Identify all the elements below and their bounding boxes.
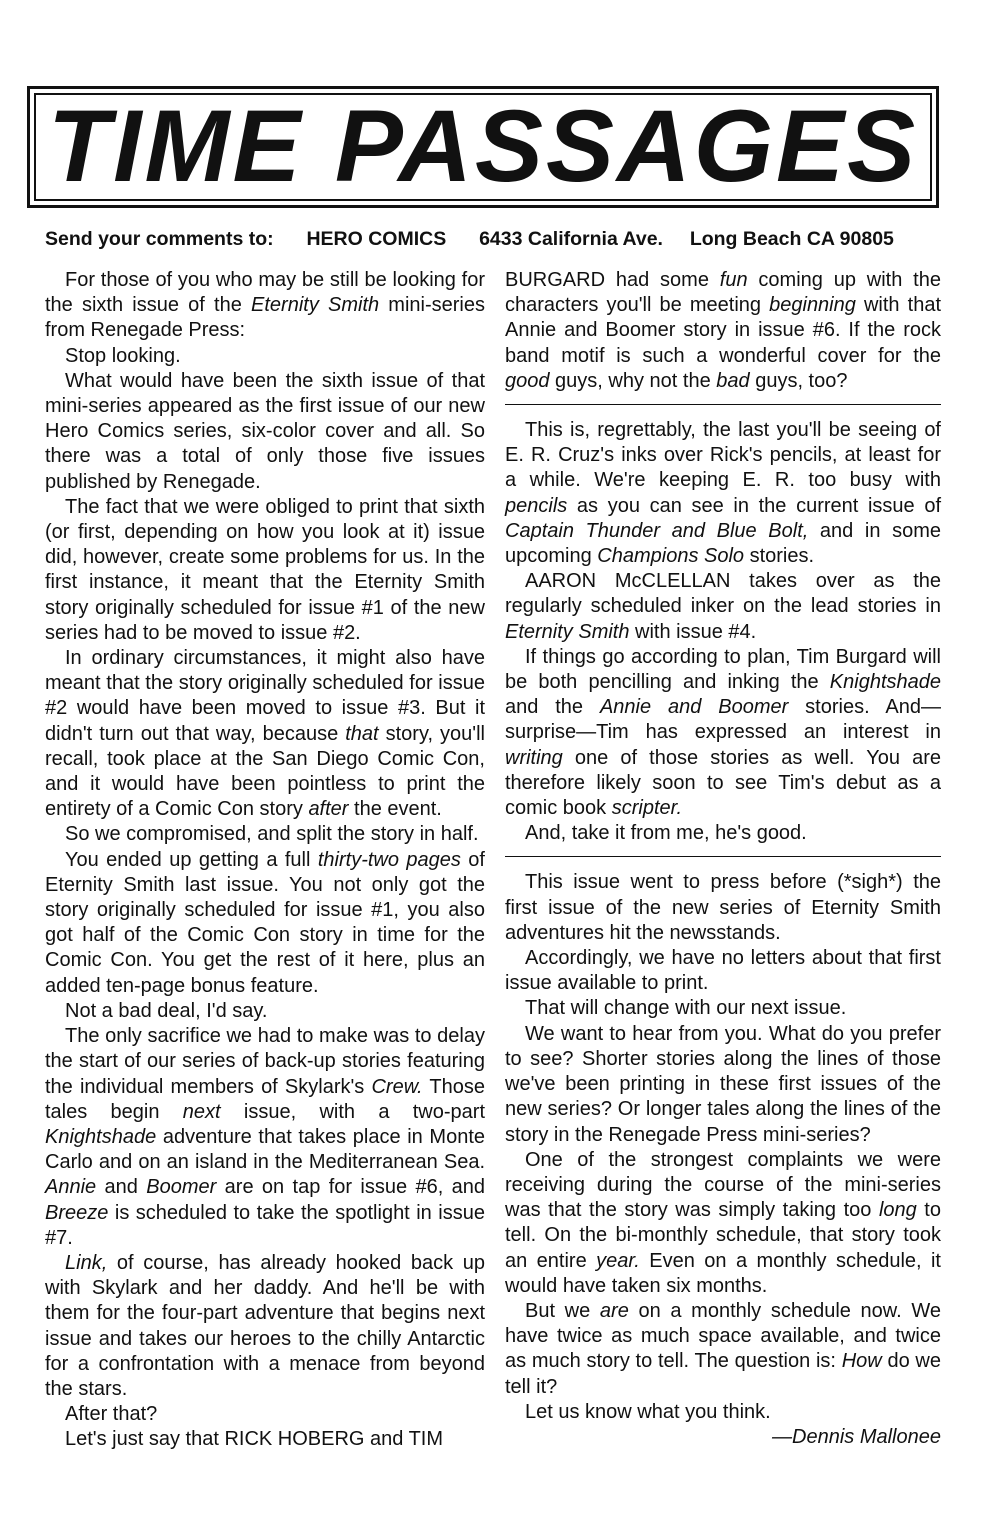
paragraph: Stop looking. xyxy=(65,344,181,367)
section-divider xyxy=(505,404,941,405)
paragraph: If things go according to plan, Tim Burgard will be both pencilling and inking the Knightshade and the Annie and Boomer stories. And—surprise—Tim has expressed an interest in writing one of those stories as well. You are therefore likely soon to see Tim's debut as a comic book scripter. xyxy=(505,645,941,820)
paragraph: And, take it from me, he's good. xyxy=(525,822,807,845)
paragraph: What would have been the sixth issue of that mini-series appeared as the first issue of our new Hero Comics series, six-color cover and all. So there was a total of only those five issues published by Renegade. xyxy=(45,369,485,493)
right-column xyxy=(505,268,941,1450)
left-column xyxy=(45,268,485,1453)
paragraph: That will change with our next issue. xyxy=(525,997,847,1020)
paragraph: After that? xyxy=(65,1403,158,1426)
paragraph: This issue went to press before (*sigh*) the first issue of the new series of Eternity Smith adventures hit the newsstands. xyxy=(505,871,941,944)
paragraph: The only sacrifice we had to make was to delay the start of our series of back-up stories featuring the individual members of Skylark's Crew. Those tales begin next issue, with a two-part Knightshade adventure that takes place in Monte Carlo and on an island in the Mediterranean Sea. Annie and Boomer are on tap for issue #6, and Breeze is scheduled to take the spotlight in issue #7. xyxy=(45,1025,486,1249)
paragraph: In ordinary circumstances, it might also have meant that the story originally scheduled for issue #2 would have been moved to issue #3. But it didn't turn out that way, because that story, you'll recall, took place at the San Diego Comic Con, and it would have been pointless to print the entirety of a Comic Con story after the event. xyxy=(45,647,485,821)
send-label: Send your comments to: xyxy=(45,228,274,250)
author-signature: —Dennis Mallonee xyxy=(772,1425,941,1448)
paragraph: AARON McCLELLAN takes over as the regularly scheduled inker on the lead stories in Eternity Smith with issue #4. xyxy=(505,570,941,643)
city-address: Long Beach CA 90805 xyxy=(689,228,894,250)
paragraph: Link, of course, has already hooked back up with Skylark and her daddy. And he'll be with them for the four-part adventure that begins next issue and takes our heroes to the chilly Antarctic for a confrontation with a menace from beyond the stars. xyxy=(45,1251,485,1400)
street-address: 6433 California Ave. xyxy=(479,228,663,250)
send-comments-line xyxy=(45,228,945,251)
paragraph: Let us know what you think. xyxy=(525,1400,771,1423)
publisher-name: HERO COMICS xyxy=(306,228,447,250)
paragraph: This is, regrettably, the last you'll be seeing of E. R. Cruz's inks over Rick's pencils, at least for a while. We're keeping E. R. too busy with pencils as you can see in the current issue of Captain Thunder and Blue Bolt, and in some upcoming Champions Solo stories. xyxy=(505,419,941,568)
page-title: TIME PASSAGES xyxy=(47,89,919,203)
paragraph: But we are on a monthly schedule now. We have twice as much space available, and twice as much story to tell. The question is: How do we tell it? xyxy=(505,1299,942,1398)
paragraph: For those of you who may be still be looking for the sixth issue of the Eternity Smith mini-series from Renegade Press: xyxy=(45,269,485,342)
paragraph: BURGARD had some fun coming up with the characters you'll be meeting beginning with that Annie and Boomer story in issue #6. If the rock band motif is such a wonderful cover for the good guys, why not the bad guys, too? xyxy=(505,269,941,392)
paragraph: Not a bad deal, I'd say. xyxy=(65,999,268,1022)
title-box xyxy=(27,86,939,208)
paragraph: Let's just say that RICK HOBERG and TIM xyxy=(65,1428,444,1451)
paragraph: One of the strongest complaints we were receiving during the course of the mini-series was that the story was simply taking too long to tell. On the bi-monthly schedule, that story took an entire year. Even on a monthly schedule, it would have taken six months. xyxy=(505,1148,941,1297)
paragraph: We want to hear from you. What do you prefer to see? Shorter stories along the lines of those we've been printing in these first issues of the new series? Or longer tales along the lines of the story in the Renegade Press mini-series? xyxy=(505,1022,941,1146)
paragraph: You ended up getting a full thirty-two pages of Eternity Smith last issue. You not only got the story originally scheduled for issue #1, you also got half of the Comic Con story in time for the Comic Con. You get the rest of it here, plus an added ten-page bonus feature. xyxy=(45,848,485,997)
paragraph: So we compromised, and split the story in half. xyxy=(65,823,479,846)
paragraph: Accordingly, we have no letters about that first issue available to print. xyxy=(505,947,941,995)
paragraph: The fact that we were obliged to print that sixth (or first, depending on how you look at it) issue did, however, create some problems for us. In the first instance, it meant that the Eternity Smith story originally scheduled for issue #1 of the new series had to be moved to issue #2. xyxy=(45,495,485,644)
section-divider xyxy=(505,856,941,857)
